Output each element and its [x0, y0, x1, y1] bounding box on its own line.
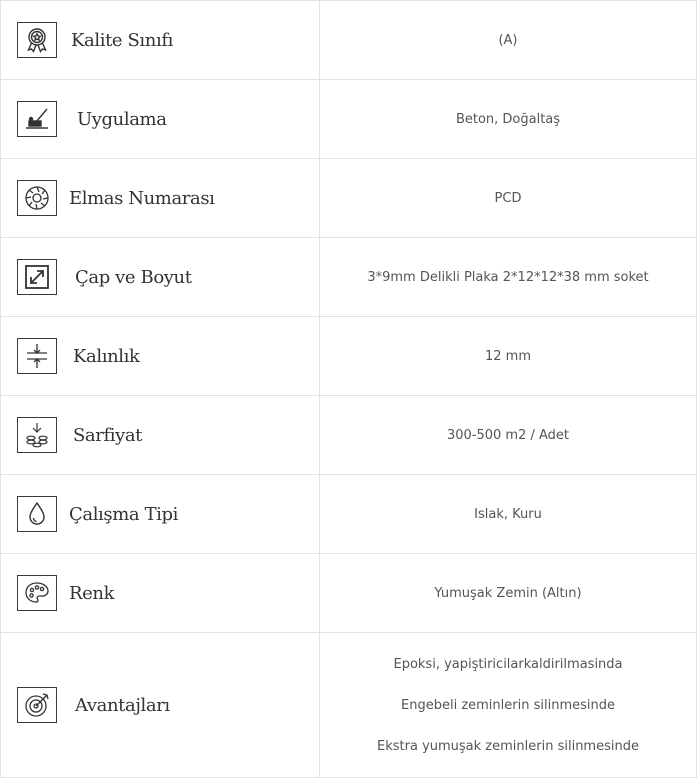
award-ribbon-icon: [17, 22, 57, 58]
advantage-item: Engebeli zeminlerin silinmesinde: [401, 697, 615, 713]
spec-label-cell: [1, 633, 320, 778]
spec-value-list: [320, 633, 697, 778]
advantage-item: Ekstra yumuşak zeminlerin silinmesinde: [377, 738, 639, 754]
spec-label: Uygulama: [77, 108, 167, 130]
target-icon: [17, 687, 57, 723]
spec-label: Renk: [69, 582, 115, 604]
spec-label: Çalışma Tipi: [69, 503, 179, 525]
spec-label-cell: [1, 238, 320, 317]
spec-value: Islak, Kuru: [320, 475, 697, 554]
coins-consumption-icon: [17, 417, 57, 453]
resize-diagonal-icon: [17, 259, 57, 295]
palette-icon: [17, 575, 57, 611]
spec-label-cell: [1, 80, 320, 159]
water-drop-icon: [17, 496, 57, 532]
spec-label-cell: [1, 317, 320, 396]
diamond-disc-icon: [17, 180, 57, 216]
spec-label-cell: [1, 554, 320, 633]
spec-label: Çap ve Boyut: [75, 266, 192, 288]
spec-label-cell: [1, 475, 320, 554]
spec-label: Kalınlık: [73, 345, 140, 367]
spec-value: Beton, Doğaltaş: [320, 80, 697, 159]
spec-value: 12 mm: [320, 317, 697, 396]
spec-row-worktype: [1, 475, 697, 554]
floor-grinder-icon: [17, 101, 57, 137]
thickness-icon: [17, 338, 57, 374]
spec-value: Yumuşak Zemin (Altın): [320, 554, 697, 633]
spec-value: 300-500 m2 / Adet: [320, 396, 697, 475]
spec-value: 3*9mm Delikli Plaka 2*12*12*38 mm soket: [320, 238, 697, 317]
spec-label-cell: [1, 1, 320, 80]
spec-row-size: [1, 238, 697, 317]
spec-row-consumption: [1, 396, 697, 475]
advantage-item: Epoksi, yapiştiricilarkaldirilmasinda: [393, 656, 623, 672]
spec-label: Avantajları: [75, 694, 170, 716]
spec-label: Sarfiyat: [73, 424, 143, 446]
spec-label-cell: [1, 396, 320, 475]
spec-row-thickness: [1, 317, 697, 396]
spec-row-advantages: [1, 633, 697, 778]
spec-row-color: [1, 554, 697, 633]
spec-row-diamond: [1, 159, 697, 238]
spec-row-application: [1, 80, 697, 159]
spec-label: Elmas Numarası: [69, 187, 215, 209]
spec-label-cell: [1, 159, 320, 238]
spec-row-quality: [1, 1, 697, 80]
spec-label: Kalite Sınıfı: [71, 29, 173, 51]
spec-value: (A): [320, 1, 697, 80]
spec-value: PCD: [320, 159, 697, 238]
